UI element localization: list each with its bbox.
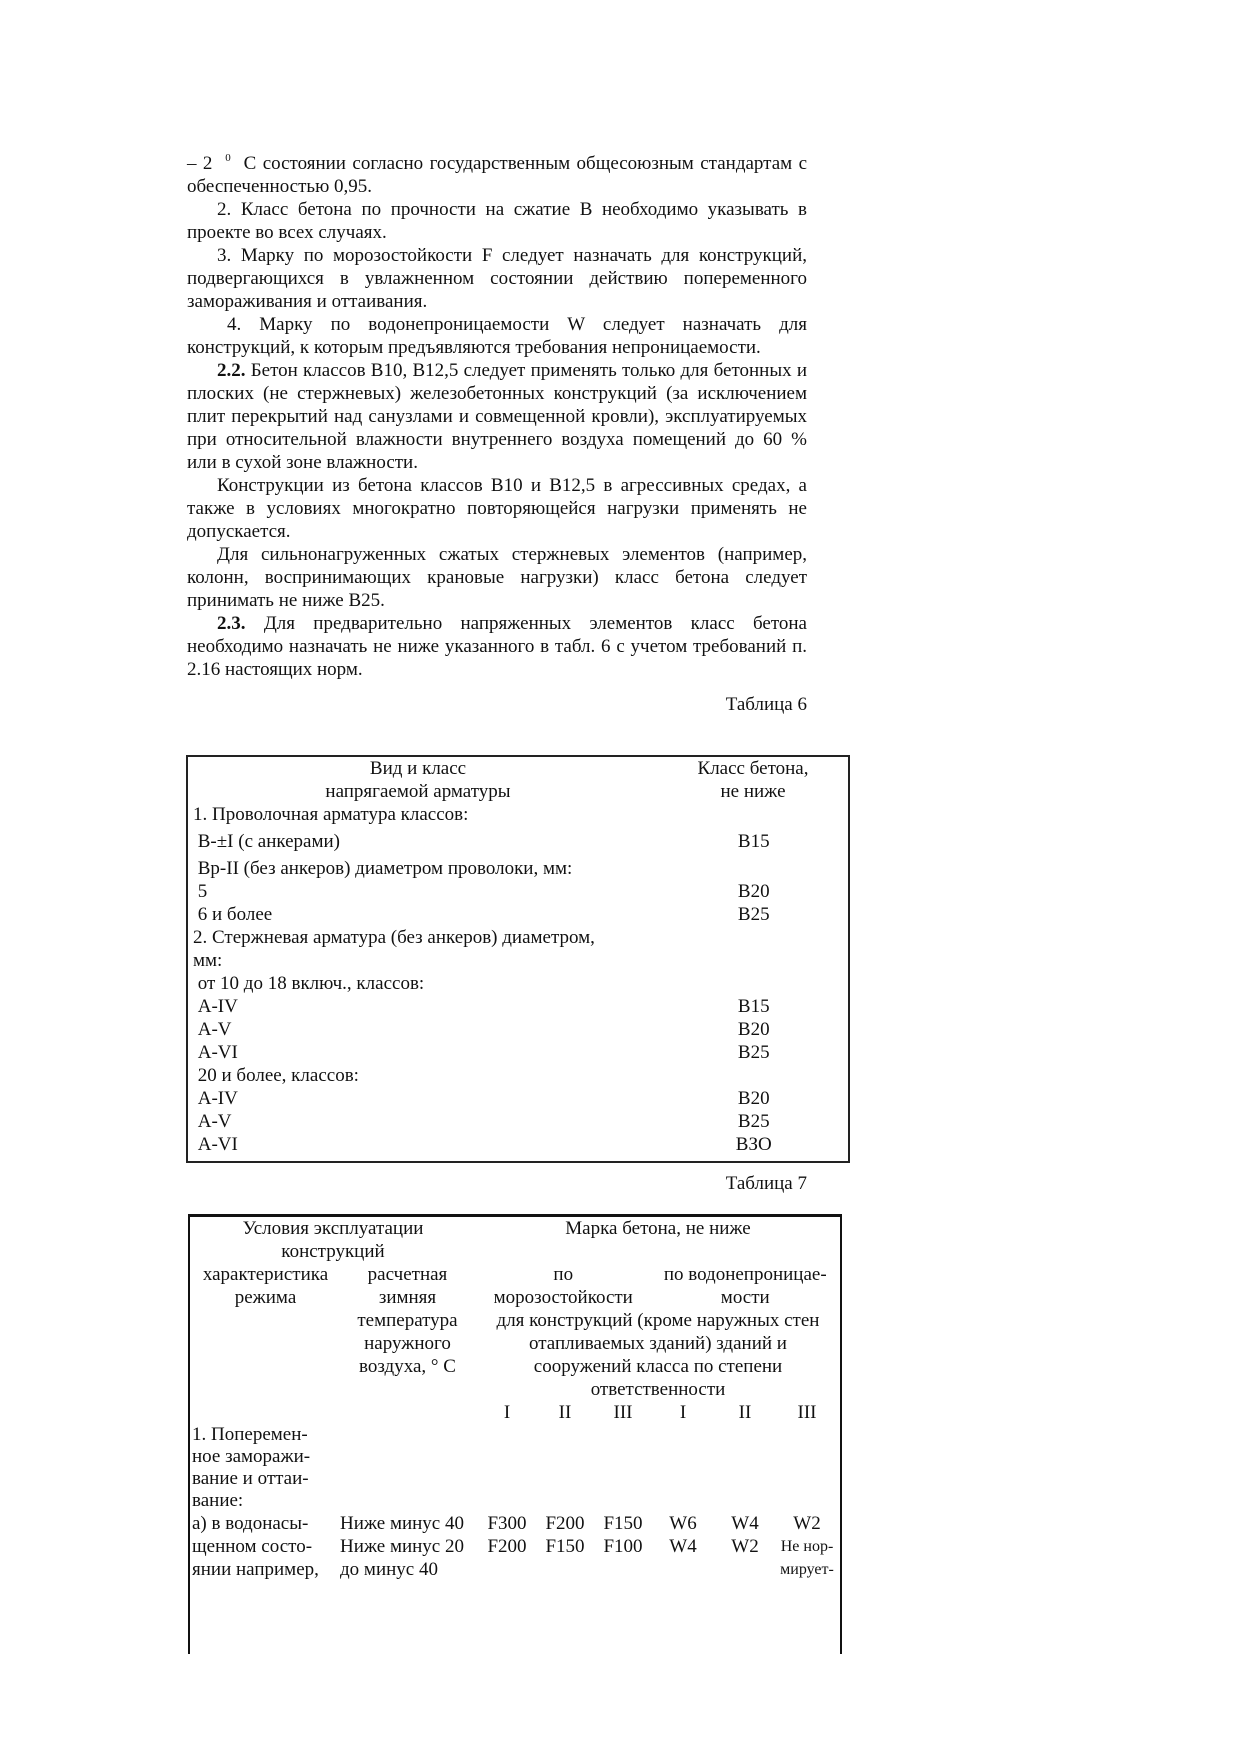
table-row <box>188 995 848 1018</box>
paragraph-heavy: Для сильнонагруженных сжатых стержневых элементов (например, колонн, воспринимающих крановые нагрузки) класс бетона следует принимать не ниже В25. <box>187 544 807 611</box>
header-text: Вид и класс <box>369 758 467 779</box>
table-row <box>190 1535 840 1558</box>
cell-grade: F300 <box>487 1513 527 1534</box>
document-body <box>187 152 807 716</box>
header-cell <box>648 757 848 803</box>
table-7 <box>188 1214 842 1654</box>
section-label <box>190 1424 840 1512</box>
header-text: напрягаемой арматуры <box>325 781 511 802</box>
text-fragment: C состоянии согласно государственным общесоюзным стандартам с обеспеченностью 0,95. <box>187 153 808 197</box>
cell-concrete-class <box>649 1064 848 1087</box>
header-cell <box>651 1263 840 1309</box>
paragraph-2-2 <box>187 359 807 474</box>
table-row <box>188 1041 848 1064</box>
header-text <box>476 1309 840 1401</box>
cell-temperature: Ниже минус 40 <box>340 1513 464 1534</box>
table-row <box>188 903 848 926</box>
table-6 <box>186 755 850 1163</box>
class-label: I <box>503 1402 511 1423</box>
header-text: наружного <box>364 1333 451 1354</box>
cell-reinforcement: мм: <box>193 950 223 971</box>
table-row <box>190 1558 840 1581</box>
cell-concrete-class: В25 <box>737 1111 770 1132</box>
cell-temperature: Ниже минус 20 <box>340 1536 464 1557</box>
header-text: ответственности <box>590 1379 726 1400</box>
table-body <box>188 803 848 1156</box>
cell-concrete-class <box>649 857 848 880</box>
table-row <box>188 857 848 880</box>
header-text: Класс бетона, <box>697 758 809 779</box>
cell-reinforcement: 20 и более, классов: <box>193 1065 359 1086</box>
header-text: характеристика <box>202 1264 329 1285</box>
section-text: Бетон классов В10, В12,5 следует применять только для бетонных и плоских (не стержневых) железобетонных конструкций (за исключением плит перекрытий над санузлами и совмещенной кровли), эксплуатируемых при относительной влажности внутреннего воздуха помещений до 60 % или в сухой зоне влажности. <box>187 360 808 473</box>
cell-mode: янии например, <box>192 1559 319 1580</box>
spacer <box>340 1401 478 1424</box>
table-row <box>188 949 848 972</box>
degree-superscript: 0 <box>225 152 231 164</box>
header-text: Условия эксплуатации <box>242 1218 424 1239</box>
cell-grade: F200 <box>487 1536 527 1557</box>
header-text: по водонепроницае- <box>663 1264 827 1285</box>
class-label: II <box>558 1402 572 1423</box>
cell-grade <box>594 1558 652 1581</box>
cell-concrete-class: В15 <box>737 831 770 852</box>
cell-reinforcement: А-VI <box>193 1042 238 1063</box>
section-number: 2.3. <box>217 613 246 634</box>
table6-caption: Таблица 6 <box>725 694 807 715</box>
cell-grade: F150 <box>603 1513 643 1534</box>
cell-reinforcement: А-IV <box>193 1088 238 1109</box>
section-text: вание: <box>192 1490 244 1511</box>
header-text: температура <box>357 1310 458 1331</box>
cell-concrete-class: В20 <box>737 1019 770 1040</box>
table-row <box>188 830 848 853</box>
class-label: II <box>738 1402 752 1423</box>
header-text: воздуха, ° С <box>359 1356 456 1377</box>
cell-grade <box>536 1558 594 1581</box>
table-row <box>190 1512 840 1535</box>
class-label: I <box>679 1402 687 1423</box>
cell-grade: мирует- <box>780 1561 834 1578</box>
cell-concrete-class <box>649 926 848 949</box>
header-text: зимняя <box>378 1287 437 1308</box>
header-text: морозостойкости <box>493 1287 633 1308</box>
cell-concrete-class: В20 <box>737 881 770 902</box>
header-cell <box>476 1263 840 1401</box>
cell-reinforcement: Вр-II (без анкеров) диаметром проволоки, мм: <box>193 858 573 879</box>
header-text: Марка бетона, не ниже <box>565 1218 751 1239</box>
cell-concrete-class <box>649 803 848 826</box>
paragraph-4: 4. Марку по водонепроницаемости W следует назначать для конструкций, к которым предъявляются требования непроницаемости. <box>187 314 807 358</box>
paragraph-3: 3. Марку по морозостойкости F следует назначать для конструкций, подвергающихся в увлажненном состоянии действию попеременного замораживания и оттаивания. <box>187 245 807 312</box>
cell-grade <box>652 1558 714 1581</box>
paragraph-temperature <box>187 152 807 198</box>
cell-grade: W2 <box>793 1513 821 1534</box>
paragraph-2: 2. Класс бетона по прочности на сжатие В необходимо указывать в проекте во всех случаях. <box>187 199 807 243</box>
section-text: 1. Поперемен- <box>192 1424 308 1445</box>
table-row <box>188 1087 848 1110</box>
cell-reinforcement: 1. Проволочная арматура классов: <box>193 804 469 825</box>
cell-concrete-class: В25 <box>737 1042 770 1063</box>
cell-grade: F200 <box>545 1513 585 1534</box>
cell-reinforcement: А-V <box>193 1019 232 1040</box>
header-cell <box>476 1263 651 1309</box>
header-cell <box>190 1263 339 1401</box>
cell-grade: F150 <box>545 1536 585 1557</box>
cell-grade: F100 <box>603 1536 643 1557</box>
cell-reinforcement: А-VI <box>193 1134 238 1155</box>
table-row <box>188 972 848 995</box>
cell-concrete-class: ВЗО <box>735 1134 772 1155</box>
header-text: сооружений класса по степени <box>533 1356 783 1377</box>
paragraph-aggressive: Конструкции из бетона классов В10 и В12,5 в агрессивных средах, а также в условиях многократно повторяющейся нагрузки применять не допускается. <box>187 475 807 542</box>
header-cell <box>188 757 648 803</box>
cell-grade <box>714 1558 776 1581</box>
cell-grade: W2 <box>731 1536 759 1557</box>
header-text: режима <box>234 1287 297 1308</box>
header-cell <box>339 1263 476 1401</box>
header-text: расчетная <box>367 1264 448 1285</box>
header-text: для конструкций (кроме наружных стен <box>496 1310 820 1331</box>
table-row <box>188 1018 848 1041</box>
header-text: не ниже <box>720 781 786 802</box>
class-row <box>190 1401 840 1424</box>
header-cell <box>190 1217 476 1263</box>
cell-concrete-class: В25 <box>737 904 770 925</box>
table-header-row <box>188 757 848 803</box>
paragraph-2-3 <box>187 612 807 681</box>
table-row <box>188 1133 848 1156</box>
cell-concrete-class <box>649 949 848 972</box>
cell-grade: W4 <box>731 1513 759 1534</box>
cell-concrete-class <box>649 972 848 995</box>
table-row <box>188 926 848 949</box>
header-text: по <box>553 1264 574 1285</box>
table-header-row <box>190 1217 840 1263</box>
text-fragment: – 2 <box>187 153 213 174</box>
cell-reinforcement: А-V <box>193 1111 232 1132</box>
cell-concrete-class: В20 <box>737 1088 770 1109</box>
spacer <box>190 1401 340 1424</box>
table-body <box>190 1512 840 1581</box>
cell-grade: W6 <box>669 1513 697 1534</box>
header-text: конструкций <box>281 1241 385 1262</box>
cell-grade <box>478 1558 536 1581</box>
section-number: 2.2. <box>217 360 246 381</box>
cell-reinforcement: 6 и более <box>193 904 273 925</box>
table-row <box>188 1064 848 1087</box>
cell-reinforcement: А-IV <box>193 996 238 1017</box>
cell-reinforcement: 2. Стержневая арматура (без анкеров) диаметром, <box>193 927 595 948</box>
cell-mode: щенном состо- <box>192 1536 313 1557</box>
class-label: III <box>797 1402 817 1423</box>
cell-temperature: до минус 40 <box>340 1559 438 1580</box>
section-text: ное заморажи- <box>192 1446 311 1467</box>
header-text: мости <box>720 1287 770 1308</box>
table-row <box>188 803 848 826</box>
table-row <box>188 880 848 903</box>
cell-grade: W4 <box>669 1536 697 1557</box>
table-row <box>188 1110 848 1133</box>
header-text: отапливаемых зданий) зданий и <box>529 1333 787 1354</box>
cell-reinforcement: В-±I (с анкерами) <box>193 831 341 852</box>
cell-reinforcement: 5 <box>193 881 208 902</box>
cell-reinforcement: от 10 до 18 включ., классов: <box>193 973 425 994</box>
class-label: III <box>613 1402 633 1423</box>
table-subheader-row <box>190 1263 840 1401</box>
table7-caption: Таблица 7 <box>725 1173 807 1194</box>
cell-concrete-class: В15 <box>737 996 770 1017</box>
section-text: вание и оттаи- <box>192 1468 309 1489</box>
section-text: Для предварительно напряженных элементов класс бетона необходимо назначать не ниже указанного в табл. 6 с учетом требований п. 2.16 настоящих норм. <box>187 613 807 680</box>
cell-grade: Не нор- <box>780 1538 834 1555</box>
cell-mode: а) в водонасы- <box>192 1513 309 1534</box>
